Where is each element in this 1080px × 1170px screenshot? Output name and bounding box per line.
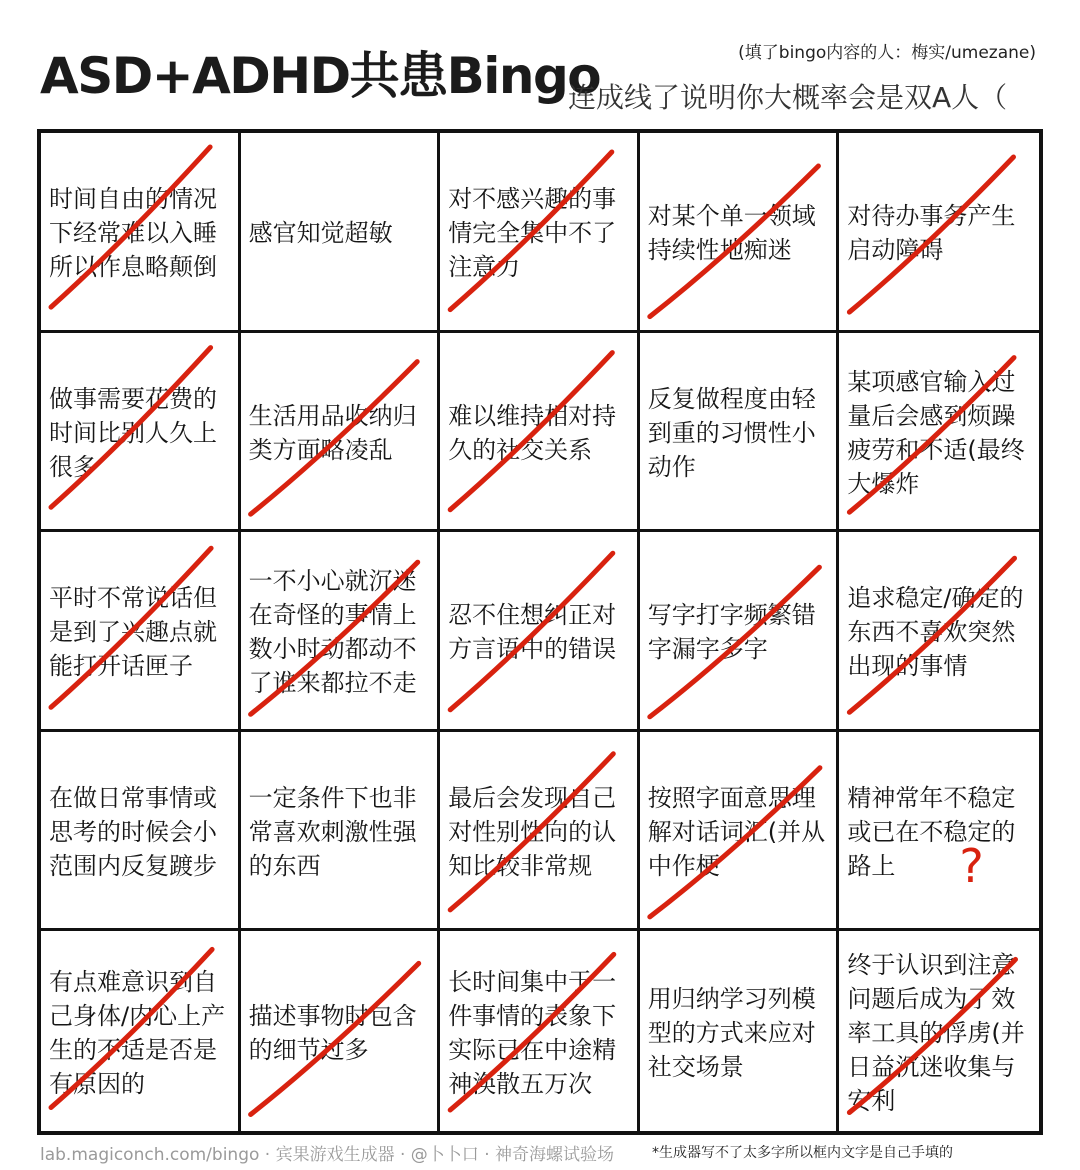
bingo-cell[interactable] — [440, 532, 640, 732]
bingo-cell-text: 写字打字频繁错字漏字多字 — [647, 601, 816, 664]
bingo-cell[interactable] — [41, 133, 241, 333]
bingo-cell-text: 最后会发现自己对性别性向的认知比较非常规 — [448, 784, 617, 881]
bingo-cell-text: 反复做程度由轻到重的习惯性小动作 — [647, 384, 816, 481]
subtitle: 连成线了说明你大概率会是双A人（ — [568, 81, 1008, 114]
bingo-cell-text: 平时不常说话但是到了兴趣点就能打开话匣子 — [49, 584, 217, 681]
bingo-cell-text: 感官知觉超敏 — [248, 219, 393, 248]
bingo-cell[interactable] — [440, 931, 640, 1131]
bingo-cell[interactable] — [839, 133, 1039, 333]
bingo-cell-text: 一不小心就沉迷在奇怪的事情上数小时动都动不了谁来都拉不走 — [248, 567, 417, 698]
bingo-cell[interactable] — [41, 931, 241, 1131]
credit-note: (填了bingo内容的人：梅实/umezane) — [738, 43, 1036, 63]
bingo-cell[interactable] — [839, 532, 1039, 732]
bingo-cell-text: 在做日常事情或思考的时候会小范围内反复踱步 — [49, 784, 217, 881]
bingo-cell-text: 有点难意识到自己身体/内心上产生的不适是否是有原因的 — [49, 968, 226, 1099]
bingo-cell[interactable] — [640, 133, 840, 333]
bingo-cell[interactable] — [241, 532, 441, 732]
bingo-cell[interactable] — [440, 133, 640, 333]
bingo-cell-text: 描述事物时包含的细节过多 — [248, 1002, 417, 1065]
bingo-cell[interactable] — [640, 931, 840, 1131]
bingo-cell[interactable] — [241, 931, 441, 1131]
bingo-cell-text: 难以维持相对持久的社交关系 — [448, 401, 617, 464]
bingo-cell[interactable] — [640, 732, 840, 932]
bingo-cell[interactable] — [839, 931, 1039, 1131]
bingo-cell[interactable] — [241, 732, 441, 932]
bingo-cell-text: 追求稳定/确定的东西不喜欢突然出现的事情 — [847, 584, 1024, 681]
page-title: ASD+ADHD共患Bingo — [40, 47, 601, 105]
bingo-cell[interactable] — [41, 532, 241, 732]
bingo-cell[interactable] — [640, 333, 840, 533]
bingo-cell-text: 生活用品收纳归类方面略凌乱 — [248, 401, 417, 464]
bingo-cell[interactable] — [440, 333, 640, 533]
bingo-cell-text: 对待办事务产生启动障碍 — [847, 202, 1016, 265]
bingo-cell-text: 某项感官输入过量后会感到烦躁疲劳和不适(最终大爆炸 — [847, 367, 1025, 498]
bingo-cell-text: 终于认识到注意问题后成为了效率工具的俘虏(并日益沉迷收集与安利 — [847, 951, 1025, 1116]
bingo-cell[interactable] — [41, 333, 241, 533]
bingo-cell[interactable] — [839, 732, 1039, 932]
question-mark-annotation: ? — [959, 838, 984, 893]
footer-note: *生成器写不了太多字所以框内文字是自己手填的 — [652, 1145, 953, 1161]
bingo-cell[interactable] — [41, 732, 241, 932]
bingo-cell-text: 忍不住想纠正对方言语中的错误 — [448, 601, 617, 664]
bingo-cell-text: 对不感兴趣的事情完全集中不了注意力 — [448, 185, 617, 282]
bingo-board — [37, 129, 1043, 1135]
bingo-cell-text: 时间自由的情况下经常难以入睡所以作息略颠倒 — [49, 185, 217, 282]
bingo-cell-text: 精神常年不稳定或已在不稳定的路上 — [847, 784, 1016, 881]
bingo-cell-text: 用归纳学习列模型的方式来应对社交场景 — [647, 985, 816, 1082]
footer-source: lab.magiconch.com/bingo · 宾果游戏生成器 · @卜卜口 · 神奇海螺试验场 — [40, 1145, 615, 1165]
bingo-cell-text: 一定条件下也非常喜欢刺激性强的东西 — [248, 784, 417, 881]
bingo-cell[interactable] — [241, 133, 441, 333]
bingo-cell-text: 长时间集中于一件事情的表象下实际已在中途精神涣散五万次 — [448, 968, 617, 1099]
bingo-cell-text: 做事需要花费的时间比别人久上很多 — [49, 384, 217, 481]
bingo-cell[interactable] — [440, 732, 640, 932]
bingo-cell[interactable] — [241, 333, 441, 533]
bingo-cell[interactable] — [640, 532, 840, 732]
bingo-cell-text: 按照字面意思理解对话词汇(并从中作梗 — [647, 784, 826, 881]
bingo-cell[interactable] — [839, 333, 1039, 533]
bingo-cell-text: 对某个单一领域持续性地痴迷 — [647, 202, 816, 265]
